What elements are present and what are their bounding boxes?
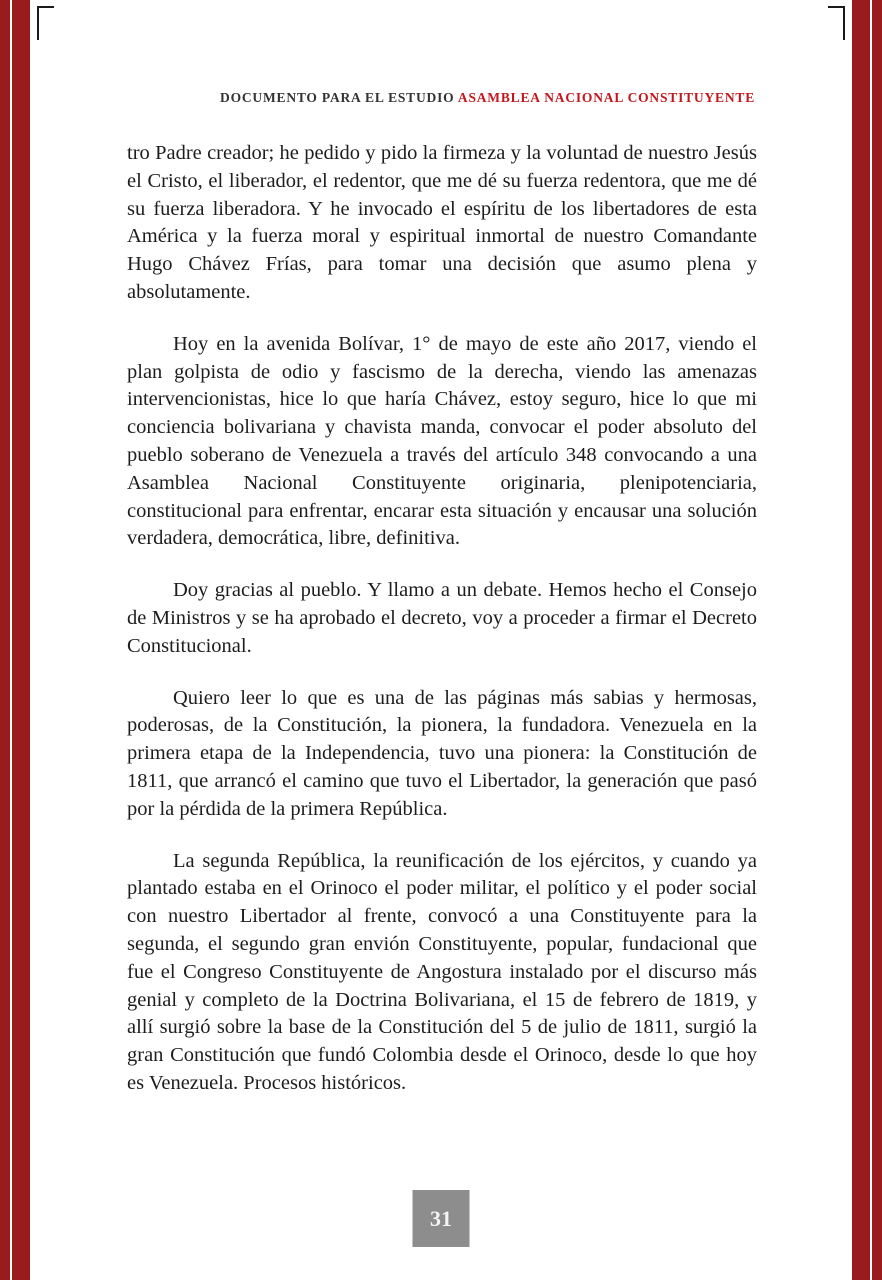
left-border-bar — [0, 0, 30, 1280]
left-border-white-line — [10, 0, 12, 1280]
body-paragraph: tro Padre creador; he pedido y pido la firmeza y la voluntad de nuestro Jesús el Cristo, el liberador, el redentor, que me dé su fuerza redentora, que me dé su fuerza liberadora. Y he invocado el espíritu de los libertadores de esta América y la fuerza moral y espiritual inmortal de nuestro Comandante Hugo Chávez Frías, para tomar una decisión que asumo plena y absolutamente. — [127, 142, 757, 303]
crop-mark-top-right — [828, 6, 845, 40]
body-paragraph: Quiero leer lo que es una de las páginas más sabias y hermosas, poderosas, de la Constitución, la pionera, la fundadora. Venezuela en la primera etapa de la Independencia, tuvo una pionera: la Constitución de 1811, que arrancó el camino que tuvo el Libertador, la generación que pasó por la pérdida de la primera República. — [127, 686, 757, 820]
body-paragraph: Hoy en la avenida Bolívar, 1° de mayo de este año 2017, viendo el plan golpista de odio y fascismo de la derecha, viendo las amenazas intervencionistas, hice lo que haría Chávez, estoy seguro, hice lo que mi conciencia bolivariana y chavista manda, convocar el poder absoluto del pueblo soberano de Venezuela a través del artículo 348 convocando a una Asamblea Nacional Constituyente originaria, plenipotenciaria, constitucional para enfrentar, encarar esta situación y encausar una solución verdadera, democrática, libre, definitiva. — [127, 332, 757, 550]
body-paragraph: La segunda República, la reunificación de los ejércitos, y cuando ya plantado estaba en el Orinoco el poder militar, el político y el poder social con nuestro Libertador al frente, convocó a una Constituyente para la segunda, el segundo gran envión Constituyente, popular, fundacional que fue el Congreso Constituyente de Angostura instalado por el discurso más genial y completo de la Doctrina Bolivariana, el 15 de febrero de 1819, y allí surgió sobre la base de la Constitución del 5 de julio de 1811, surgió la gran Constitución que fundó Colombia desde el Orinoco, desde lo que hoy es Venezuela. Procesos históricos. — [127, 849, 757, 1094]
running-head-highlight: ASAMBLEA NACIONAL CONSTITUYENTE — [457, 90, 755, 105]
body-text — [127, 140, 757, 1122]
page-number: 31 — [430, 1205, 452, 1231]
running-head-title: DOCUMENTO PARA EL ESTUDIO — [220, 90, 455, 105]
right-border-white-line — [870, 0, 872, 1280]
running-head — [127, 90, 755, 106]
body-paragraph: Doy gracias al pueblo. Y llamo a un debate. Hemos hecho el Consejo de Ministros y se ha aprobado el decreto, voy a proceder a firmar el Decreto Constitucional. — [127, 579, 757, 657]
page-number-box — [413, 1190, 470, 1247]
crop-mark-top-left — [37, 6, 54, 40]
right-border-bar — [852, 0, 882, 1280]
